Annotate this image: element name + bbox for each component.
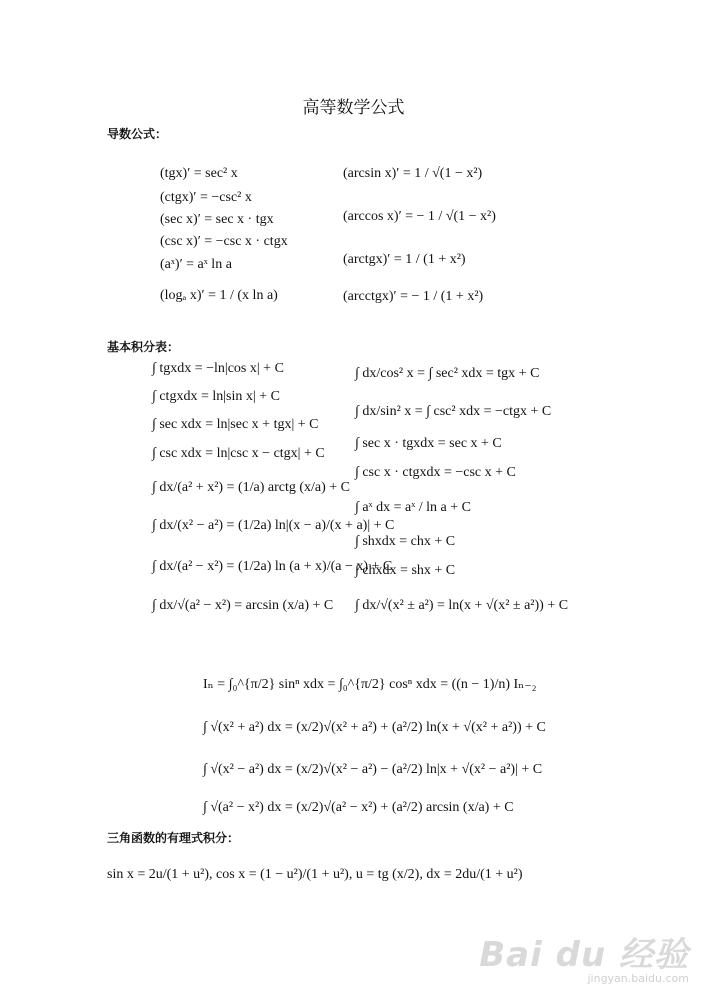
page-title: 高等数学公式 (302, 98, 405, 118)
formula-derivative-csc: (csc x)′ = −csc x · ctgx (160, 234, 288, 249)
formula-derivative-arccos: (arccos x)′ = − 1 / √(1 − x²) (343, 209, 496, 224)
formula-integral-wallis: Iₙ = ∫₀^{π/2} sinⁿ xdx = ∫₀^{π/2} cosⁿ xdx = ((n − 1)/n) Iₙ₋₂ (203, 677, 537, 692)
formula-integral-sh: ∫ shxdx = chx + C (355, 534, 456, 549)
formula-integral-sec-squared: ∫ dx/cos² x = ∫ sec² xdx = tgx + C (355, 366, 540, 381)
formula-integral-ln-ratio-2: ∫ dx/(a² − x²) = (1/2a) ln (a + x)/(a − x) + C (152, 559, 393, 574)
watermark-logo: Bai du 经验 (479, 935, 689, 975)
formula-integral-sqrt-sum: ∫ √(x² + a²) dx = (x/2)√(x² + a²) + (a²/2) ln(x + √(x² + a²)) + C (203, 720, 546, 735)
formula-derivative-arctg: (arctgx)′ = 1 / (1 + x²) (343, 252, 466, 267)
watermark (479, 927, 689, 985)
formula-integral-csc: ∫ csc xdx = ln|csc x − ctgx| + C (152, 446, 325, 461)
formula-trig-substitution: sin x = 2u/(1 + u²), cos x = (1 − u²)/(1 + u²), u = tg (x/2), dx = 2du/(1 + u²) (107, 867, 523, 882)
formula-derivative-arcsin: (arcsin x)′ = 1 / √(1 − x²) (343, 166, 483, 181)
formula-derivative-tan: (tgx)′ = sec² x (160, 166, 238, 181)
watermark-url: jingyan.baidu.com (587, 972, 689, 985)
formula-integral-csc-cot: ∫ csc x · ctgxdx = −csc x + C (355, 465, 516, 480)
section-heading-trig: 三角函数的有理式积分： (107, 831, 240, 845)
formula-integral-sqrt-circle: ∫ √(a² − x²) dx = (x/2)√(a² − x²) + (a²/2) arcsin (x/a) + C (203, 800, 514, 815)
section-heading-derivatives: 导数公式： (107, 127, 168, 141)
formula-derivative-sec: (sec x)′ = sec x · tgx (160, 212, 274, 227)
formula-integral-sqrt-diff: ∫ √(x² − a²) dx = (x/2)√(x² − a²) − (a²/2) ln|x + √(x² − a²)| + C (203, 762, 543, 777)
formula-integral-arctg: ∫ dx/(a² + x²) = (1/a) arctg (x/a) + C (152, 480, 351, 495)
formula-integral-cot: ∫ ctgxdx = ln|sin x| + C (152, 389, 280, 404)
formula-integral-ln-ratio-1: ∫ dx/(x² − a²) = (1/2a) ln|(x − a)/(x + a)| + C (152, 518, 395, 533)
formula-integral-sec: ∫ sec xdx = ln|sec x + tgx| + C (152, 417, 319, 432)
formula-integral-tan: ∫ tgxdx = −ln|cos x| + C (152, 361, 284, 376)
formula-derivative-log: (logₐ x)′ = 1 / (x ln a) (160, 288, 278, 303)
formula-integral-arcsin: ∫ dx/√(a² − x²) = arcsin (x/a) + C (152, 598, 334, 613)
formula-derivative-arcctg: (arcctgx)′ = − 1 / (1 + x²) (343, 289, 484, 304)
formula-integral-exp: ∫ aˣ dx = aˣ / ln a + C (355, 500, 471, 515)
formula-derivative-cot: (ctgx)′ = −csc² x (160, 190, 252, 205)
formula-integral-ch: ∫ chxdx = shx + C (355, 563, 456, 578)
formula-integral-ln-sqrt: ∫ dx/√(x² ± a²) = ln(x + √(x² ± a²)) + C (355, 598, 569, 613)
formula-derivative-exp: (aˣ)′ = aˣ ln a (160, 257, 232, 272)
formula-integral-sec-tan: ∫ sec x · tgxdx = sec x + C (355, 436, 502, 451)
formula-integral-csc-squared: ∫ dx/sin² x = ∫ csc² xdx = −ctgx + C (355, 404, 552, 419)
section-heading-integrals: 基本积分表： (107, 340, 180, 354)
